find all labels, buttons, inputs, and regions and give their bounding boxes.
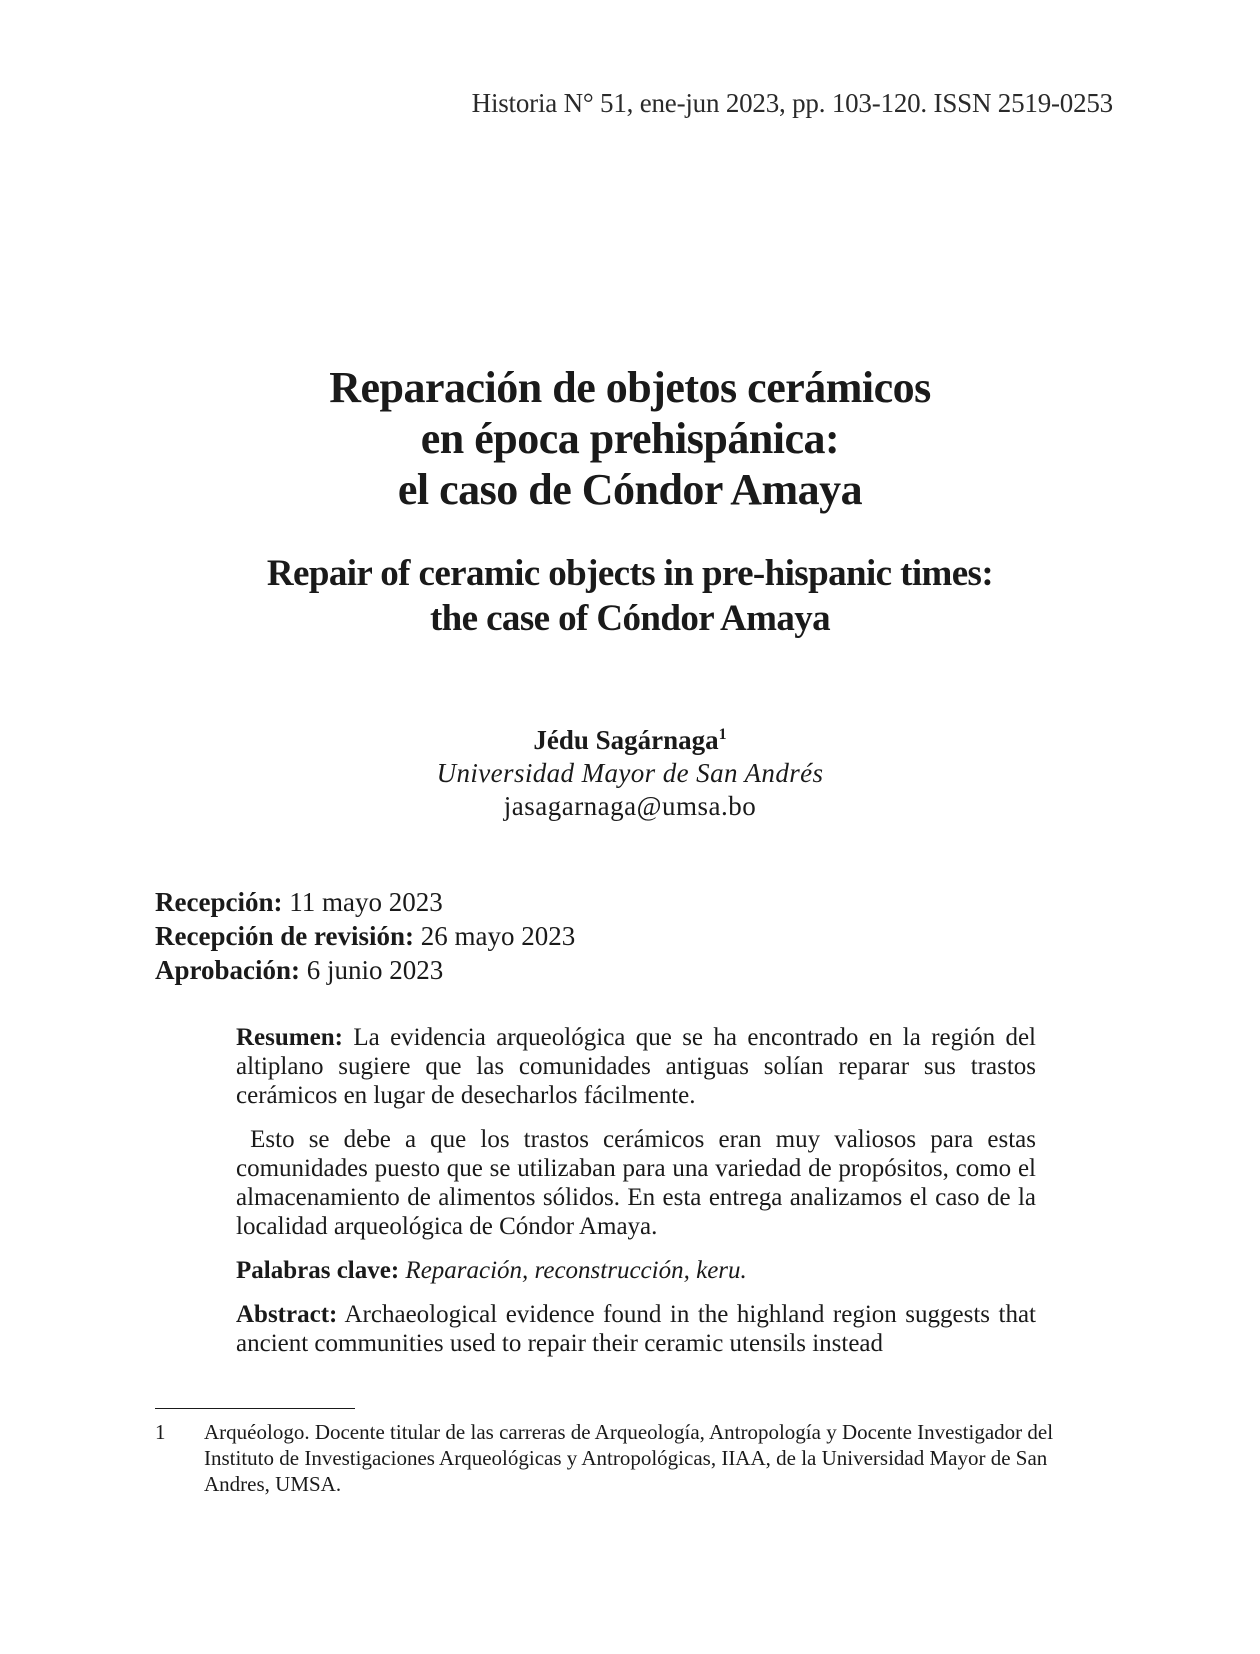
abstract-paragraph: [236, 1300, 1036, 1358]
date-revision: [155, 919, 575, 953]
date-value: 11 mayo 2023: [289, 887, 443, 917]
keywords-label: Palabras clave:: [236, 1257, 400, 1284]
footnote: [155, 1419, 1103, 1497]
author-block: [0, 724, 1260, 823]
author-name-text: Jédu Sagárnaga: [533, 725, 719, 755]
abstract-block: [236, 1023, 1036, 1373]
abstract-label: Abstract:: [236, 1301, 338, 1328]
spanish-title-line: en época prehispánica:: [420, 414, 840, 463]
date-label: Aprobación:: [155, 955, 301, 985]
date-value: 26 mayo 2023: [420, 921, 576, 951]
resumen-label: Resumen:: [236, 1024, 343, 1051]
footnote-reference[interactable]: 1: [718, 726, 727, 743]
author-name: [0, 724, 1260, 757]
english-title-line: Repair of ceramic objects in pre-hispanic times:: [266, 553, 994, 594]
keywords-text: Reparación, reconstrucción, keru.: [405, 1257, 747, 1284]
resumen-paragraph-2: [236, 1125, 1036, 1241]
resumen-text: La evidencia arqueológica que se ha encontrado en la región del altiplano sugiere que las comunidades antiguas solían reparar sus trastos cerámicos en lugar de desecharlos fácilmente.: [236, 1024, 1037, 1109]
resumen-text-2: Esto se debe a que los trastos cerámicos eran muy valiosos para estas comunidades puesto que se utilizaban para una variedad de propósitos, como el almacenamiento de alimentos sólidos. En esta entrega analizamos el caso de la localidad arqueológica de Cóndor Amaya.: [236, 1126, 1036, 1240]
footnote-separator: [155, 1408, 355, 1409]
english-title-line: the case of Cóndor Amaya: [429, 598, 831, 639]
date-received: [155, 885, 575, 919]
date-label: Recepción de revisión:: [155, 921, 414, 951]
spanish-title-line: el caso de Cóndor Amaya: [397, 465, 863, 514]
date-label: Recepción:: [155, 887, 283, 917]
spanish-title-line: Reparación de objetos cerámicos: [329, 363, 931, 412]
date-value: 6 junio 2023: [306, 955, 444, 985]
running-header: Historia N° 51, ene-jun 2023, pp. 103-120. ISSN 2519-0253: [471, 88, 1113, 118]
date-approved: [155, 953, 575, 987]
abstract-text: Archaeological evidence found in the highland region suggests that ancient communities used to repair their ceramic utensils instead: [236, 1301, 1036, 1357]
english-title: [0, 551, 1260, 641]
resumen-paragraph: [236, 1023, 1036, 1110]
title-block: [0, 362, 1260, 641]
footnote-number: 1: [155, 1420, 166, 1444]
footnote-text: Arquéologo. Docente titular de las carreras de Arqueología, Antropología y Docente Investigador del Instituto de Investigaciones Arqueológicas y Antropológicas, IIAA, de la Universidad Mayor de San Andres, UMSA.: [204, 1420, 1054, 1496]
keywords-paragraph: [236, 1256, 1036, 1285]
author-email[interactable]: jasagarnaga@umsa.bo: [503, 791, 757, 821]
author-affiliation: Universidad Mayor de San Andrés: [436, 758, 824, 788]
spanish-title: [0, 362, 1260, 515]
submission-dates: [155, 885, 575, 987]
